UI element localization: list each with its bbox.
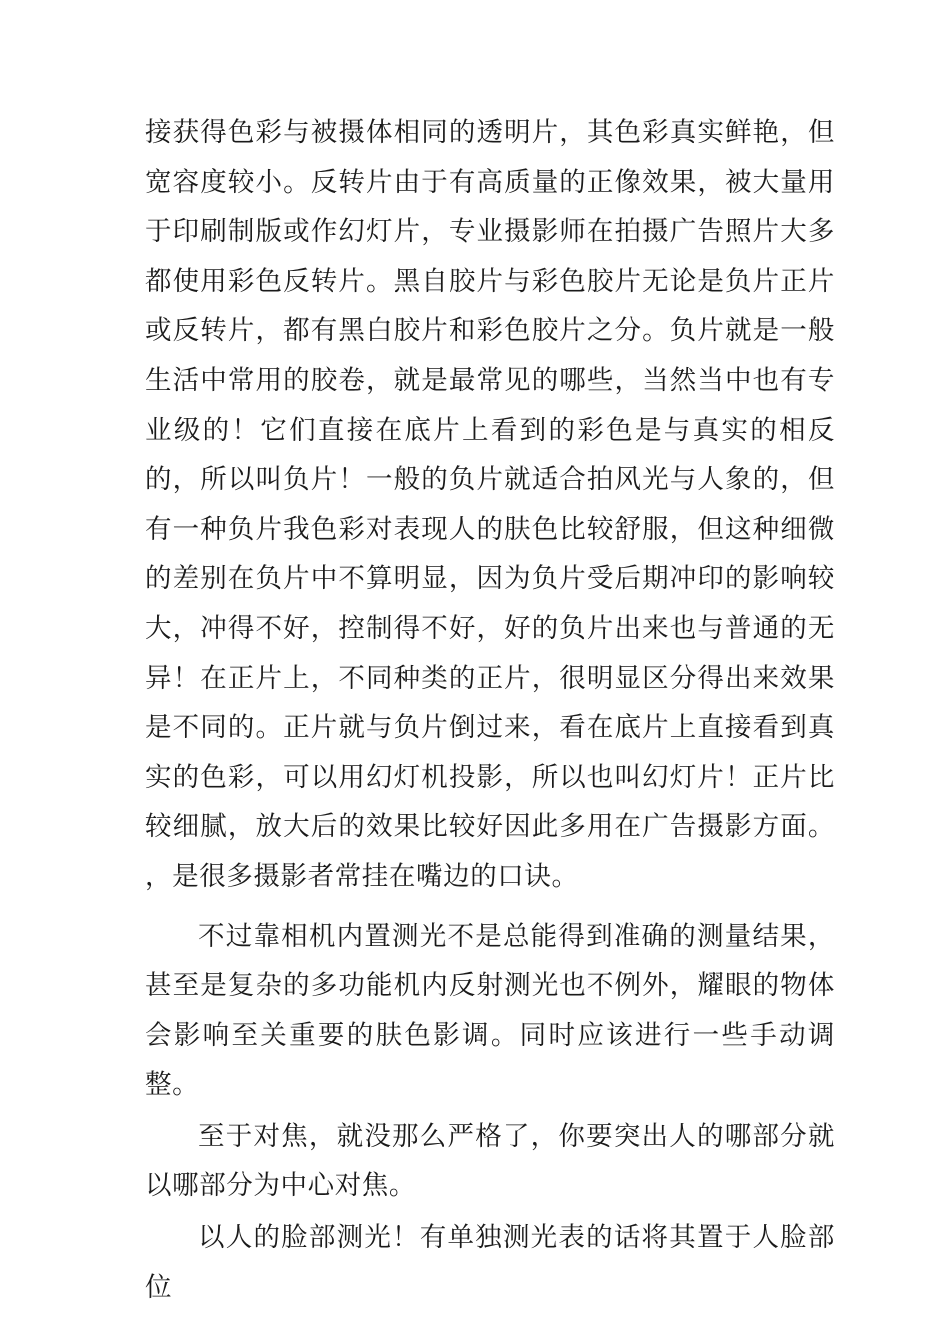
paragraph-metering-accuracy: 不过靠相机内置测光不是总能得到准确的测量结果，甚至是复杂的多功能机内反射测光也不例外，耀眼的物体会影响至关重要的肤色影调。同时应该进行一些手动调整。 xyxy=(145,920,835,1101)
paragraph-face-metering: 以人的脸部测光！有单独测光表的话将其置于人脸部位 xyxy=(145,1222,835,1303)
document-body xyxy=(145,108,835,1312)
paragraph-focusing: 至于对焦，就没那么严格了，你要突出人的哪部分就以哪部分为中心对焦。 xyxy=(145,1120,835,1202)
paragraph-film-types: 接获得色彩与被摄体相同的透明片，其色彩真实鲜艳，但宽容度较小。反转片由于有高质量的正像效果，被大量用于印刷制版或作幻灯片，专业摄影师在拍摄广告照片大多都使用彩色反转片。黑自胶片与彩色胶片无论是负片正片或反转片，都有黑白胶片和彩色胶片之分。负片就是一般生活中常用的胶卷，就是最常见的哪些，当然当中也有专业级的！它们直接在底片上看到的彩色是与真实的相反的，所以叫负片！一般的负片就适合拍风光与人象的，但有一种负片我色彩对表现人的肤色比较舒服，但这种细微的差别在负片中不算明显，因为负片受后期冲印的影响较大，冲得不好，控制得不好，好的负片出来也与普通的无异！在正片上，不同种类的正片，很明显区分得出来效果是不同的。正片就与负片倒过来，看在底片上直接看到真实的色彩，可以用幻灯机投影，所以也叫幻灯片！正片比较细腻，放大后的效果比较好因此多用在广告摄影方面。 ，是很多摄影者常挂在嘴边的口诀。 xyxy=(145,117,835,892)
